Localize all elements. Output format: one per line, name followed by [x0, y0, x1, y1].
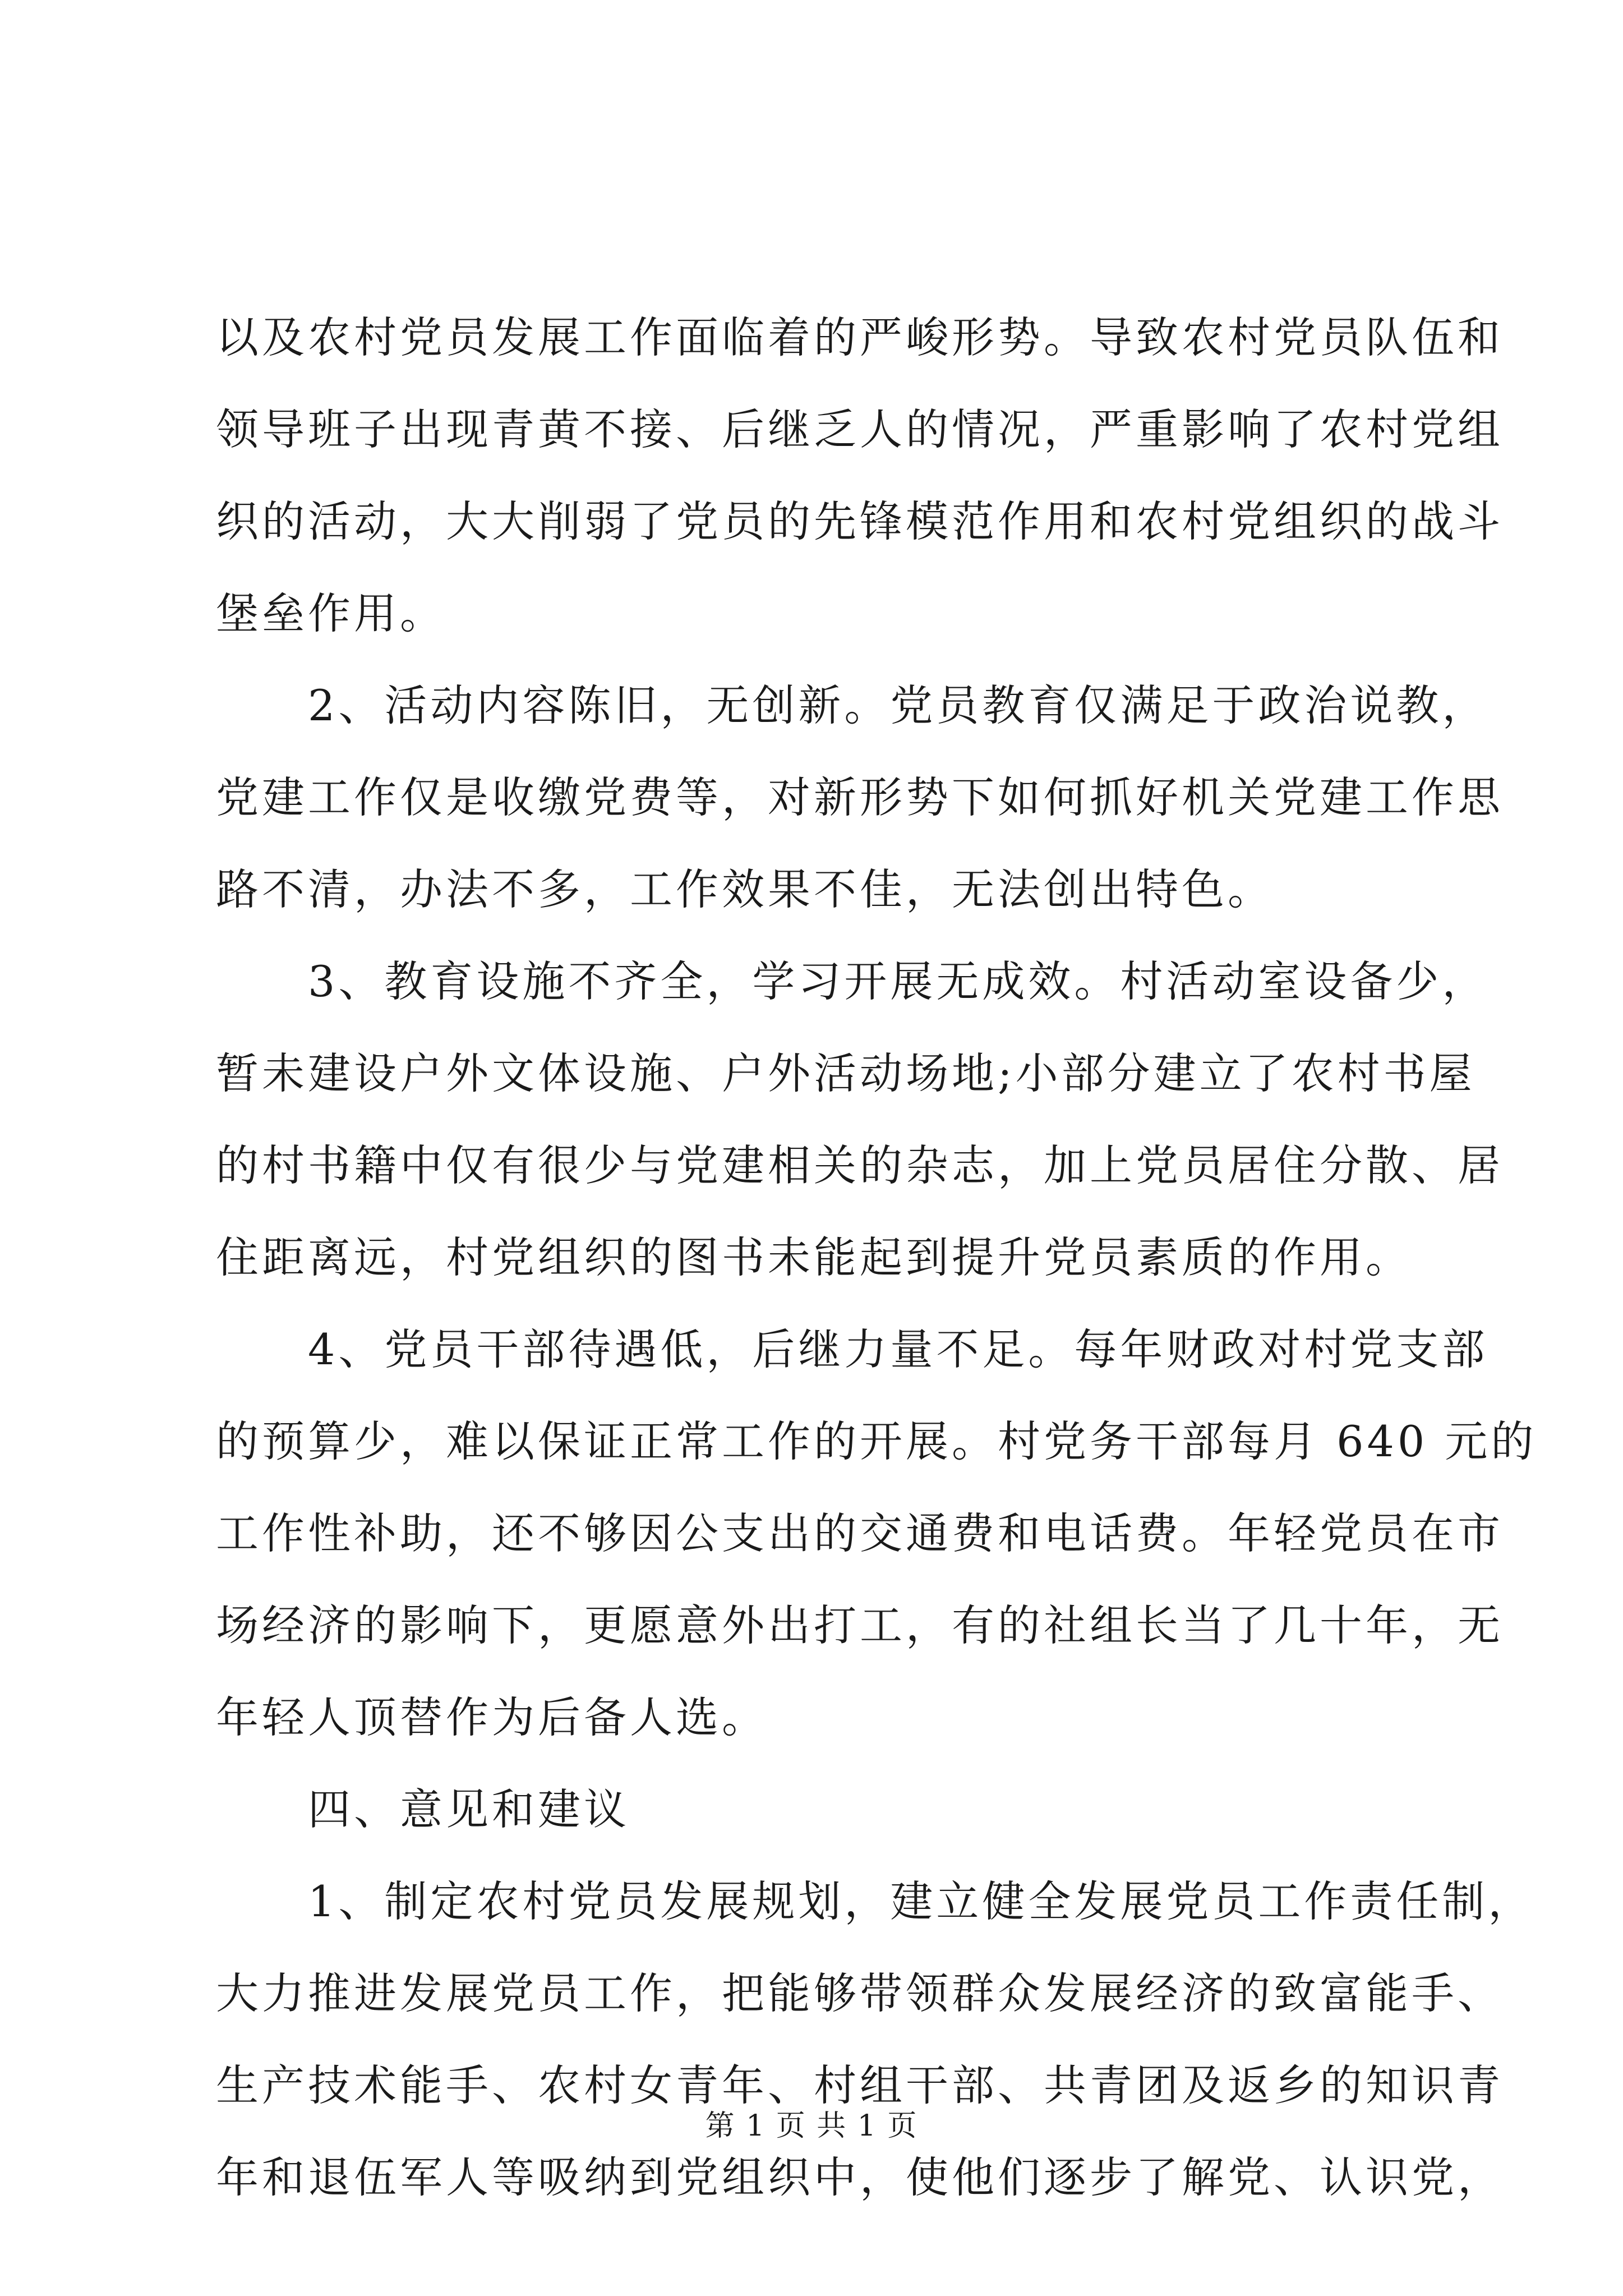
paragraph-start-line: 2、活动内容陈旧，无创新。党员教育仅满足于政治说教， — [308, 680, 1488, 730]
paragraph-start-line: 3、教育设施不齐全，学习开展无成效。村活动室设备少， — [308, 956, 1488, 1006]
page-number-label: 第 1 页 共 1 页 — [705, 2109, 918, 2143]
document-body — [216, 292, 1537, 2224]
text-line: 暂未建设户外文体设施、户外活动场地;小部分建立了农村书屋 — [216, 1048, 1476, 1098]
text-line: 年和退伍军人等吸纳到党组织中，使他们逐步了解党、认识党， — [216, 2152, 1504, 2202]
section-heading: 四、意见和建议 — [308, 1784, 630, 1834]
text-line: 工作性补助，还不够因公支出的交通费和电话费。年轻党员在市 — [216, 1508, 1504, 1558]
paragraph-start-line: 4、党员干部待遇低，后继力量不足。每年财政对村党支部 — [308, 1324, 1488, 1374]
text-line: 路不清，办法不多，工作效果不佳，无法创出特色。 — [216, 864, 1274, 914]
text-line: 领导班子出现青黄不接、后继乏人的情况，严重影响了农村党组 — [216, 404, 1504, 454]
paragraph-start-line: 1、制定农村党员发展规划，建立健全发展党员工作责任制， — [308, 1876, 1534, 1926]
text-line: 年轻人顶替作为后备人选。 — [216, 1692, 768, 1742]
text-line: 以及农村党员发展工作面临着的严峻形势。导致农村党员队伍和 — [216, 312, 1504, 362]
page-footer — [0, 2106, 1623, 2146]
text-line: 的村书籍中仅有很少与党建相关的杂志，加上党员居住分散、居 — [216, 1140, 1504, 1190]
text-line: 堡垒作用。 — [216, 588, 446, 638]
text-line: 住距离远，村党组织的图书未能起到提升党员素质的作用。 — [216, 1232, 1412, 1282]
text-line: 的预算少，难以保证正常工作的开展。村党务干部每月 640 元的 — [216, 1416, 1537, 1466]
text-line: 大力推进发展党员工作，把能够带领群众发展经济的致富能手、 — [216, 1968, 1504, 2018]
text-line: 场经济的影响下，更愿意外出打工，有的社组长当了几十年，无 — [216, 1600, 1504, 1650]
text-line: 党建工作仅是收缴党费等，对新形势下如何抓好机关党建工作思 — [216, 772, 1504, 822]
text-line: 生产技术能手、农村女青年、村组干部、共青团及返乡的知识青 — [216, 2060, 1504, 2110]
text-line: 织的活动，大大削弱了党员的先锋模范作用和农村党组织的战斗 — [216, 496, 1504, 546]
